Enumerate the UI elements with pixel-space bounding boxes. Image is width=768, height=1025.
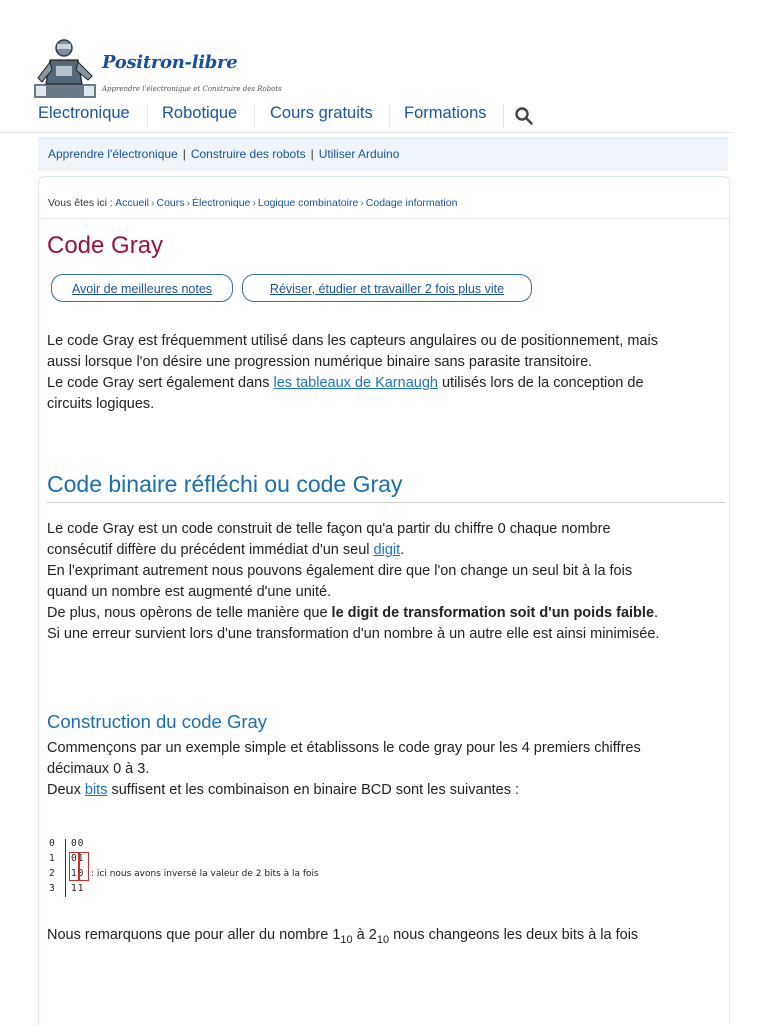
breadcrumb-accueil[interactable]: Accueil bbox=[115, 197, 149, 209]
nav-separator bbox=[147, 104, 148, 128]
section-heading: Code binaire réfléchi ou code Gray bbox=[47, 471, 403, 497]
nav-item-formations[interactable]: Formations bbox=[404, 104, 487, 122]
section1-line: Si une erreur survient lors d'une transformation d'un nombre à un autre elle est ainsi minimisée. bbox=[47, 626, 660, 642]
digit-link[interactable]: digit bbox=[373, 542, 401, 558]
breadcrumb-arrow: › bbox=[186, 197, 191, 209]
section2-paragraph bbox=[47, 738, 727, 801]
breadcrumb-divider bbox=[39, 218, 729, 219]
section1-text: De plus, nous opèrons de telle manière que bbox=[47, 605, 332, 621]
table-number: 3 bbox=[49, 883, 55, 894]
table-bits: 11 bbox=[71, 883, 85, 894]
breadcrumb-arrow: › bbox=[151, 197, 155, 209]
breadcrumb-logique[interactable]: Logique combinatoire bbox=[257, 197, 359, 209]
subnav-separator: | bbox=[182, 147, 186, 161]
nav-separator bbox=[254, 104, 255, 128]
section1-line: Le code Gray est un code construit de telle façon qu'a partir du chiffre 0 chaque nombre bbox=[47, 521, 611, 537]
section1-line: quand un nombre est augmenté d'une unité. bbox=[47, 584, 332, 600]
table-bits: 10 bbox=[71, 868, 85, 879]
table-bits: 00 bbox=[71, 838, 85, 849]
section1-text: consécutif diffère du précédent immédiat d'un seul bbox=[47, 542, 374, 558]
subsection-heading: Construction du code Gray bbox=[47, 711, 268, 732]
site-header bbox=[0, 0, 768, 98]
site-tagline: Apprendre l'électronique et Construire des Robots bbox=[102, 85, 282, 93]
section2-line: décimaux 0 à 3. bbox=[47, 761, 150, 777]
subscript: 10 bbox=[376, 933, 390, 946]
section1-line: En l'exprimant autrement nous pouvons également dire que l'on change un seul bit à la fois bbox=[47, 563, 633, 579]
conclusion-text: Nous remarquons que pour aller du nombre 1 bbox=[47, 927, 341, 943]
gray-code-table bbox=[49, 837, 449, 907]
content-card bbox=[38, 176, 730, 1025]
search-icon[interactable] bbox=[514, 106, 534, 126]
changed-bit-highlight bbox=[69, 852, 79, 881]
changed-bit-highlight bbox=[79, 852, 89, 881]
sub-nav bbox=[38, 138, 728, 171]
study-faster-button[interactable]: Réviser, étudier et travailler 2 fois plus vite bbox=[242, 274, 532, 302]
conclusion-text: à 2 bbox=[352, 927, 377, 943]
bits-link[interactable]: bits bbox=[84, 782, 108, 798]
breadcrumb-electronique[interactable]: Électronique bbox=[192, 197, 251, 209]
breadcrumb-arrow: › bbox=[252, 197, 256, 209]
breadcrumb-cours[interactable]: Cours bbox=[156, 197, 185, 209]
section1-bold-text: le digit de transformation soit d'un poids faible bbox=[331, 605, 655, 621]
table-number: 2 bbox=[49, 868, 55, 879]
intro-paragraph bbox=[47, 331, 727, 415]
breadcrumb-codage[interactable]: Codage information bbox=[365, 197, 458, 209]
subnav-separator: | bbox=[310, 147, 314, 161]
table-number: 0 bbox=[49, 838, 55, 849]
subnav-item-arduino[interactable]: Utiliser Arduino bbox=[318, 147, 400, 161]
breadcrumb-prefix: Vous êtes ici : bbox=[48, 197, 113, 209]
nav-separator bbox=[503, 104, 504, 128]
site-name[interactable]: Positron-libre bbox=[102, 52, 238, 73]
section1-text: . bbox=[400, 542, 405, 558]
breadcrumb bbox=[48, 197, 457, 209]
intro-text: Le code Gray sert également dans bbox=[47, 375, 274, 391]
section1-paragraph bbox=[47, 519, 727, 645]
nav-item-electronique[interactable]: Electronique bbox=[38, 104, 130, 122]
main-nav bbox=[0, 98, 732, 133]
section2-text: suffisent et les combinaison en binaire BCD sont les suivantes : bbox=[107, 782, 520, 798]
robot-logo-icon[interactable] bbox=[34, 38, 96, 98]
intro-line: Le code Gray est fréquemment utilisé dans les capteurs angulaires ou de positionnement, mais bbox=[47, 333, 658, 349]
better-grades-button[interactable]: Avoir de meilleures notes bbox=[51, 274, 233, 302]
table-note: : ici nous avons inversé la valeur de 2 bits à la fois bbox=[91, 869, 319, 879]
conclusion-text: nous changeons les deux bits à la fois bbox=[389, 927, 639, 943]
nav-item-cours-gratuits[interactable]: Cours gratuits bbox=[270, 104, 373, 122]
table-bits: 01 bbox=[71, 853, 85, 864]
breadcrumb-arrow: › bbox=[360, 197, 364, 209]
intro-line: aussi lorsque l'on désire une progression numérique binaire sans parasite transitoire. bbox=[47, 354, 593, 370]
section-divider bbox=[47, 502, 725, 503]
subscript: 10 bbox=[340, 933, 353, 946]
table-number: 1 bbox=[49, 853, 55, 864]
nav-separator bbox=[389, 104, 390, 128]
section1-text: . bbox=[654, 605, 659, 621]
intro-text: utilisés lors de la conception de bbox=[437, 375, 644, 391]
karnaugh-link[interactable]: les tableaux de Karnaugh bbox=[273, 375, 438, 391]
subnav-item-apprendre[interactable]: Apprendre l'électronique bbox=[48, 147, 178, 161]
nav-item-robotique[interactable]: Robotique bbox=[162, 104, 238, 122]
table-divider bbox=[65, 839, 66, 897]
section2-text: Deux bbox=[47, 782, 85, 798]
page-title: Code Gray bbox=[47, 232, 164, 259]
subnav-item-construire[interactable]: Construire des robots bbox=[190, 147, 306, 161]
intro-line: circuits logiques. bbox=[47, 396, 155, 412]
section2-line: Commençons par un exemple simple et établissons le code gray pour les 4 premiers chiffres bbox=[47, 740, 641, 756]
conclusion-paragraph bbox=[47, 925, 727, 951]
